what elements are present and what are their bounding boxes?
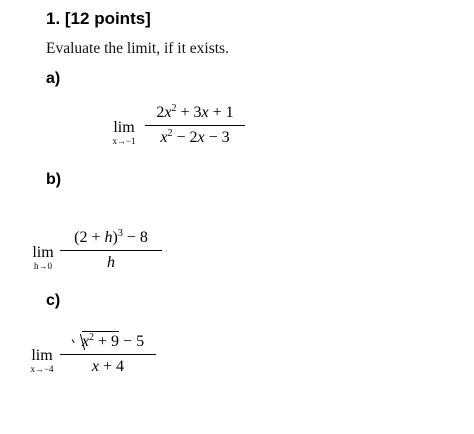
part-b-fraction (60, 229, 162, 272)
part-a-lim-word: lim (113, 119, 135, 136)
part-a-limit (107, 119, 141, 146)
part-b-limit (28, 244, 58, 271)
part-b-denominator: h (107, 254, 115, 271)
part-c-denominator: x + 4 (91, 358, 125, 375)
part-c-fraction (60, 333, 156, 376)
part-b-approach: h→0 (34, 261, 52, 271)
part-a-denominator: $x^2 - 2x - 3$ (160, 128, 230, 146)
part-c-approach: x→−4 (30, 364, 54, 374)
part-a-fraction (145, 104, 245, 147)
part-a-fraction-bar (145, 125, 245, 126)
part-c-numerator: $x^2 + 9 - 5$ (60, 333, 156, 351)
problem-header: 1. [12 points] (46, 9, 151, 28)
part-a-numerator: $2x^2 + 3x + 1$ (156, 103, 234, 121)
part-a-approach: x→−1 (112, 136, 136, 146)
part-c-lim-word: lim (31, 347, 53, 364)
square-root-icon: $x^2 + 9$ (72, 333, 119, 351)
problem-instruction: Evaluate the limit, if it exists. (46, 40, 229, 57)
part-c-limit (26, 347, 58, 374)
part-b-numerator: $(2 + h)^3 - 8$ (74, 228, 148, 246)
part-b-label: b) (46, 171, 62, 188)
part-b-fraction-bar (60, 250, 162, 251)
part-c-label: c) (46, 292, 61, 309)
part-b-lim-word: lim (32, 244, 54, 261)
part-a-label: a) (46, 70, 61, 87)
part-c-fraction-bar (60, 354, 156, 355)
